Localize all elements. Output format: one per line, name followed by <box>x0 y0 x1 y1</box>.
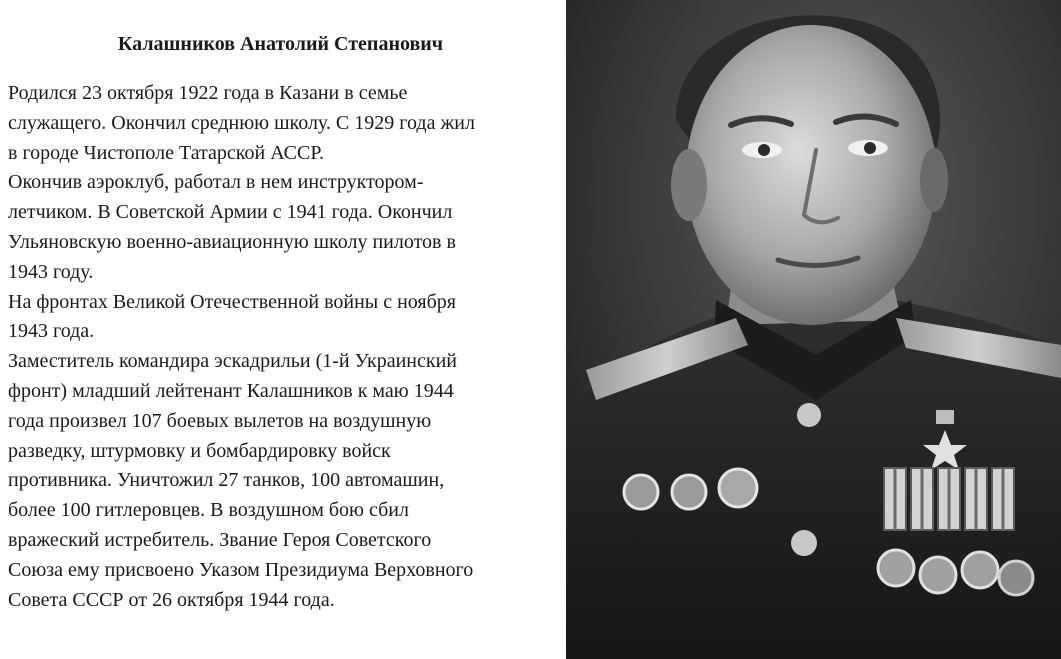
bio-line: Заместитель командира эскадрильи (1-й Украинский <box>8 350 458 373</box>
bio-line: 1943 года. <box>8 320 95 343</box>
bio-line: фронт) младший лейтенант Калашников к маю 1944 <box>8 379 454 402</box>
bio-line: Ульяновскую военно-авиационную школу пилотов в <box>8 230 456 253</box>
bio-line: противника. Уничтожил 27 танков, 100 автомашин, <box>8 469 445 492</box>
portrait-photo <box>566 0 1061 659</box>
bio-line: Совета СССР от 26 октября 1944 года. <box>8 588 335 611</box>
medal-icons-left <box>624 469 757 509</box>
portrait-illustration <box>566 0 1061 659</box>
bio-line: Родился 23 октября 1922 года в Казани в семье <box>8 82 408 104</box>
bio-line: более 100 гитлеровцев. В воздушном бою сбил <box>8 499 409 522</box>
bio-line: летчиком. В Советской Армии с 1941 года. Окончил <box>8 201 453 224</box>
bio-line: разведку, штурмовку и бомбардировку войск <box>8 439 391 462</box>
bio-line: На фронтах Великой Отечественной войны с ноября <box>8 290 456 313</box>
page-title: Калашников Анатолий Степанович <box>117 33 444 55</box>
biography-paragraph <box>8 79 553 615</box>
bio-line: года произвел 107 боевых вылетов на воздушную <box>8 409 432 432</box>
bio-line: Окончив аэроклуб, работал в нем инструктором- <box>8 171 424 194</box>
tunic-button <box>797 403 821 427</box>
bio-line: вражеский истребитель. Звание Героя Советского <box>8 528 432 551</box>
biography-text-column <box>8 0 553 659</box>
bio-line: 1943 году. <box>8 260 94 283</box>
bio-line: в городе Чистополе Татарской АССР. <box>8 141 324 164</box>
bio-line: Союза ему присвоено Указом Президиума Верховного <box>8 558 474 581</box>
bio-line: служащего. Окончил среднюю школу. С 1929 года жил <box>8 111 475 134</box>
tunic-button <box>791 530 817 556</box>
